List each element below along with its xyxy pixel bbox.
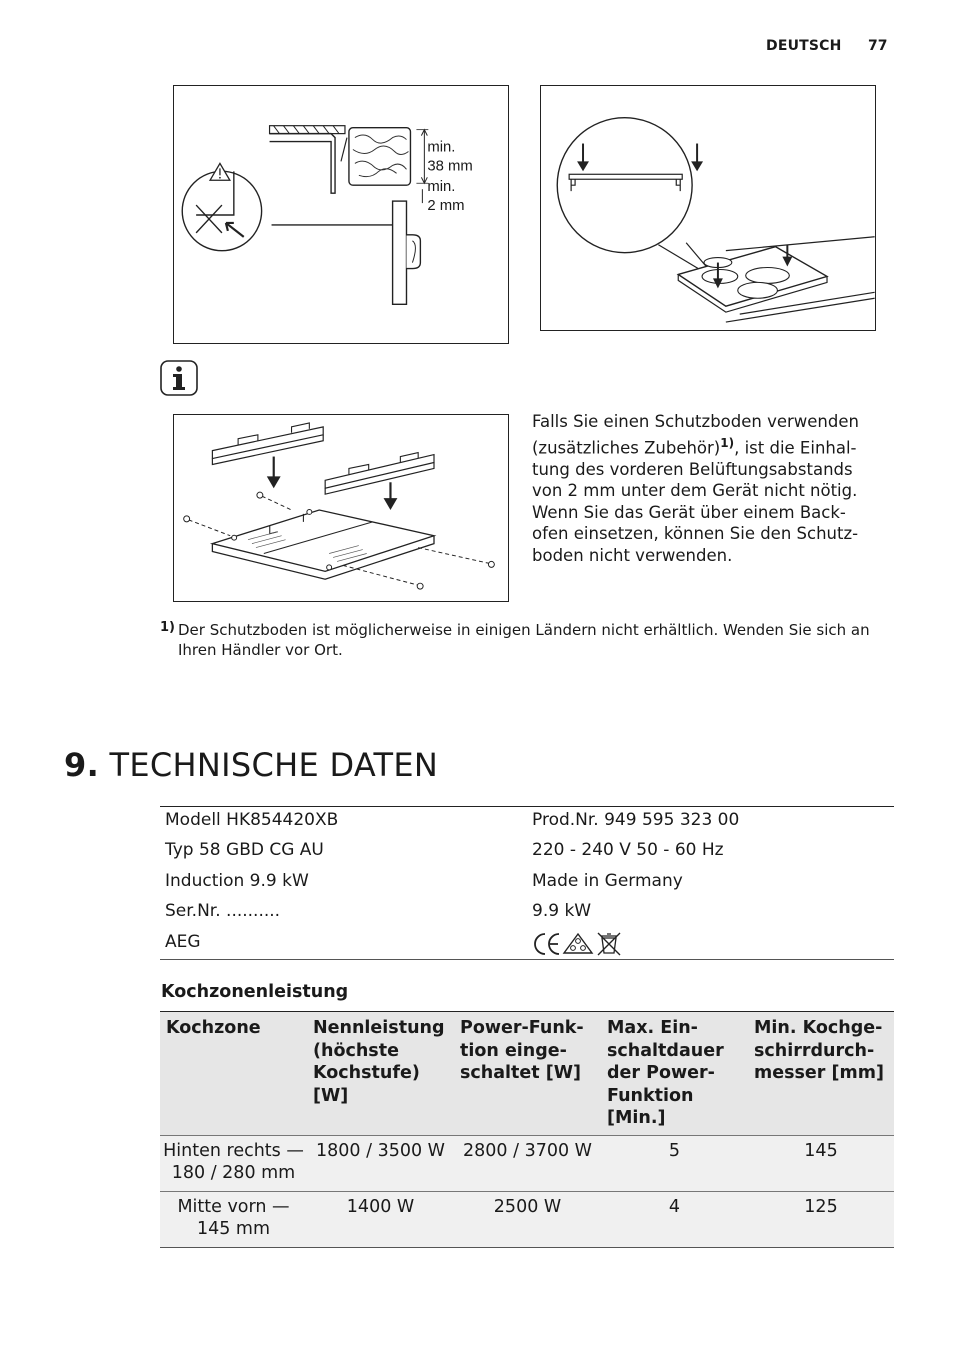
min-distance-diagram — [174, 86, 508, 343]
table-header-row — [160, 1012, 894, 1136]
label-38mm: 38 mm — [427, 158, 473, 175]
kochzonen-heading: Kochzonenleistung — [161, 982, 349, 1002]
paragraph-part-1: Falls Sie einen Schutzboden verwenden (zusätzliches Zubehör) — [532, 412, 859, 457]
table-row — [160, 1135, 894, 1191]
table-cell: 145 — [748, 1135, 894, 1191]
ce-mark-icon — [535, 934, 559, 954]
table-cell: Hinten rechts —180 / 280 mm — [160, 1135, 307, 1191]
column-header: Kochzone — [160, 1012, 307, 1136]
spec-table — [160, 806, 894, 960]
column-header: Min. Kochge-schirrdurch-messer [mm] — [748, 1012, 894, 1136]
section-heading — [64, 746, 438, 784]
label-2mm: 2 mm — [427, 198, 465, 215]
footnote-reference[interactable]: 1) — [720, 435, 735, 450]
spec-left: Induction 9.9 kW — [165, 870, 309, 891]
kochzonen-table — [160, 1011, 894, 1248]
table-cell: 2500 W — [454, 1191, 601, 1247]
footnote — [160, 620, 890, 660]
spec-right: 220 - 240 V 50 - 60 Hz — [532, 840, 724, 861]
header-language: DEUTSCH — [766, 38, 842, 54]
protection-floor-diagram — [174, 415, 508, 601]
label-min-2: min. — [427, 179, 456, 196]
certification-marks — [532, 931, 624, 962]
section-title: TECHNISCHE DATEN — [109, 746, 439, 784]
spec-right: Made in Germany — [532, 870, 683, 891]
table-row — [160, 1191, 894, 1247]
spec-left: Ser.Nr. .......... — [165, 901, 281, 922]
info-icon — [160, 360, 198, 396]
spec-right: Prod.Nr. 949 595 323 00 — [532, 810, 740, 830]
spec-left: AEG — [165, 931, 201, 952]
table-cell: 1400 W — [307, 1191, 454, 1247]
spec-left: Modell HK854420XB — [165, 810, 339, 830]
spec-left: Typ 58 GBD CG AU — [165, 840, 324, 861]
footnote-text: Der Schutzboden ist möglicherweise in einigen Ländern nicht erhältlich. Wenden Sie sich an Ihren Händler vor Ort. — [178, 621, 870, 659]
figure-min-distance — [173, 85, 509, 344]
hob-insertion-diagram — [541, 86, 875, 330]
page-number: 77 — [868, 38, 888, 54]
warning-detail-circle — [182, 171, 261, 250]
spec-row — [160, 807, 894, 837]
column-header: Nennleistung (höchste Kochstufe) [W] — [307, 1012, 454, 1136]
spec-row — [160, 868, 894, 898]
figure-protection-floor — [173, 414, 509, 602]
protection-floor-paragraph — [532, 411, 877, 566]
column-header: Max. Ein-schaltdauer der Power-Funktion [Min.] — [601, 1012, 748, 1136]
table-cell: 125 — [748, 1191, 894, 1247]
label-min-1: min. — [427, 139, 456, 156]
spec-row — [160, 929, 894, 959]
figure-hob-insertion — [540, 85, 876, 331]
crossed-bin-icon — [598, 933, 620, 955]
table-cell: Mitte vorn — 145 mm — [160, 1191, 307, 1247]
table-cell: 4 — [601, 1191, 748, 1247]
table-cell: 2800 / 3700 W — [454, 1135, 601, 1191]
table-cell: 1800 / 3500 W — [307, 1135, 454, 1191]
vde-mark-icon — [564, 934, 592, 953]
spec-row — [160, 898, 894, 928]
spec-right: 9.9 kW — [532, 901, 592, 922]
footnote-mark: 1) — [160, 620, 175, 635]
paragraph-part-2: , ist die Einhal-tung des vorderen Belüftungsabstands von 2 mm unter dem Gerät nicht nötig. Wenn Sie das Gerät über einem Back-ofen einsetzen, können Sie den Schutz-boden nicht verwenden. — [532, 438, 859, 565]
column-header: Power-Funk-tion einge-schaltet [W] — [454, 1012, 601, 1136]
table-cell: 5 — [601, 1135, 748, 1191]
spec-row — [160, 837, 894, 867]
section-number: 9. — [64, 746, 100, 784]
